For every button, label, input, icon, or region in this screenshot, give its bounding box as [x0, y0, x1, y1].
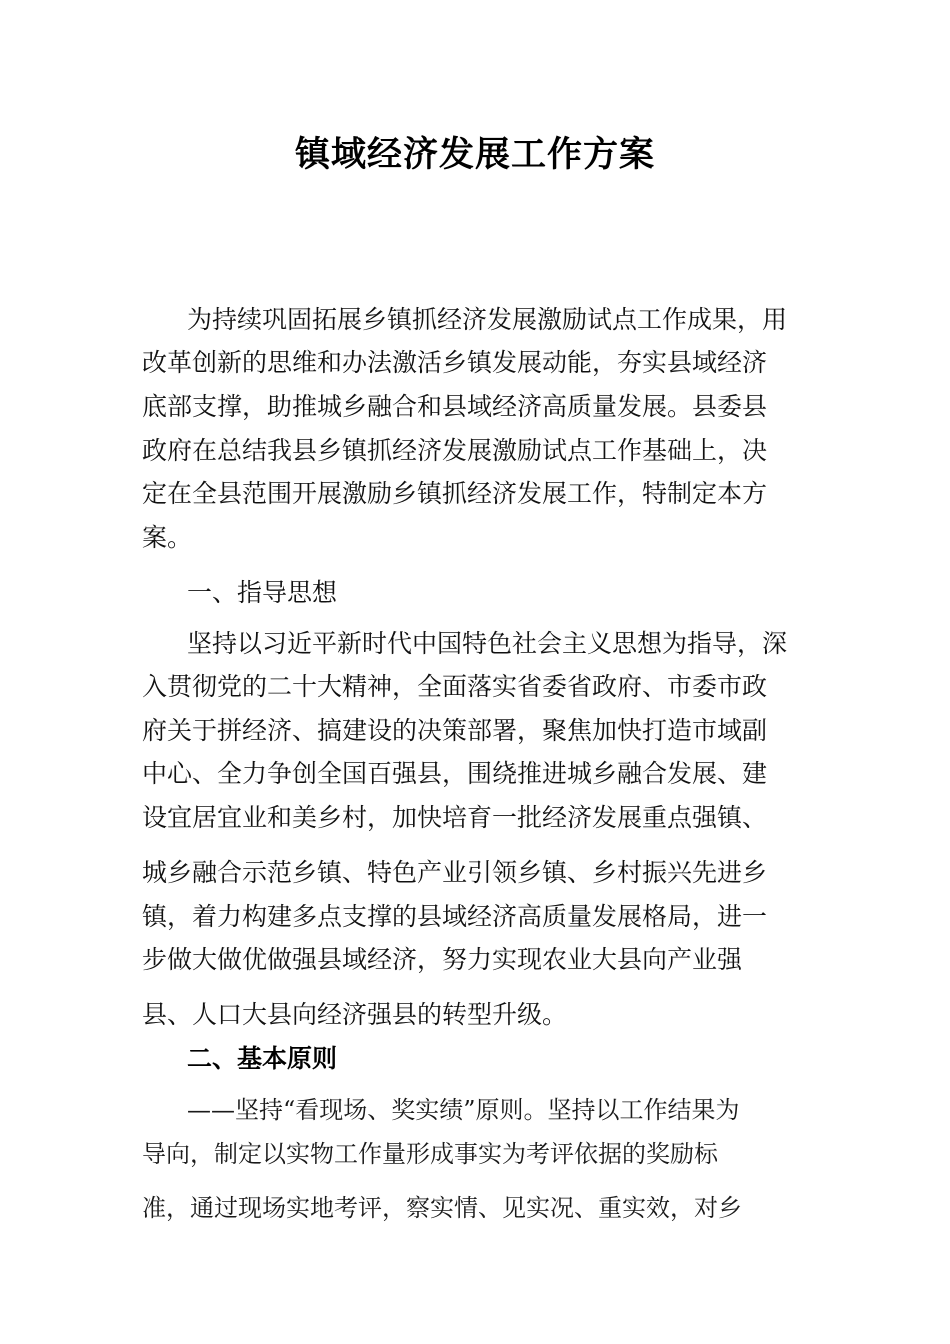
intro-line: 改革创新的思维和办法激活乡镇发展动能，夯实县域经济: [142, 348, 768, 377]
section1-line: 中心、全力争创全国百强县，围绕推进城乡融合发展、建: [142, 759, 768, 788]
section1-line: 府关于拼经济、搞建设的决策部署，聚焦加快打造市域副: [142, 716, 768, 745]
section1-line: 镇，着力构建多点支撑的县域经济高质量发展格局，进一: [142, 902, 768, 931]
intro-line: 政府在总结我县乡镇抓经济发展激励试点工作基础上，决: [142, 436, 768, 465]
document-title: 镇域经济发展工作方案: [294, 135, 655, 175]
intro-line: 为持续巩固拓展乡镇抓经济发展激励试点工作成果，用: [187, 305, 788, 334]
section1-line: 县、人口大县向经济强县的转型升级。: [142, 1000, 568, 1029]
section1-line: 城乡融合示范乡镇、特色产业引领乡镇、乡村振兴先进乡: [142, 858, 768, 887]
section-heading-basic-principles: 二、基本原则: [187, 1044, 338, 1073]
section1-line: 步做大做优做强县域经济，努力实现农业大县向产业强: [142, 945, 743, 974]
intro-line: 底部支撑，助推城乡融合和县域经济高质量发展。县委县: [142, 392, 768, 421]
intro-line: 定在全县范围开展激励乡镇抓经济发展工作，特制定本方: [142, 479, 768, 508]
section1-line: 坚持以习近平新时代中国特色社会主义思想为指导，深: [187, 629, 788, 658]
section-heading-guiding-thought: 一、指导思想: [187, 578, 338, 607]
section2-line: 导向，制定以实物工作量形成事实为考评依据的奖励标: [142, 1140, 718, 1168]
intro-line: 案。: [142, 523, 193, 552]
section1-line: 入贯彻党的二十大精神，全面落实省委省政府、市委市政: [142, 672, 768, 701]
section1-line: 设宜居宜业和美乡村，加快培育一批经济发展重点强镇、: [142, 803, 768, 832]
section2-line: 准，通过现场实地考评，察实情、见实况、重实效，对乡: [142, 1194, 742, 1222]
section2-line: ——坚持“看现场、奖实绩”原则。坚持以工作结果为: [187, 1096, 740, 1124]
